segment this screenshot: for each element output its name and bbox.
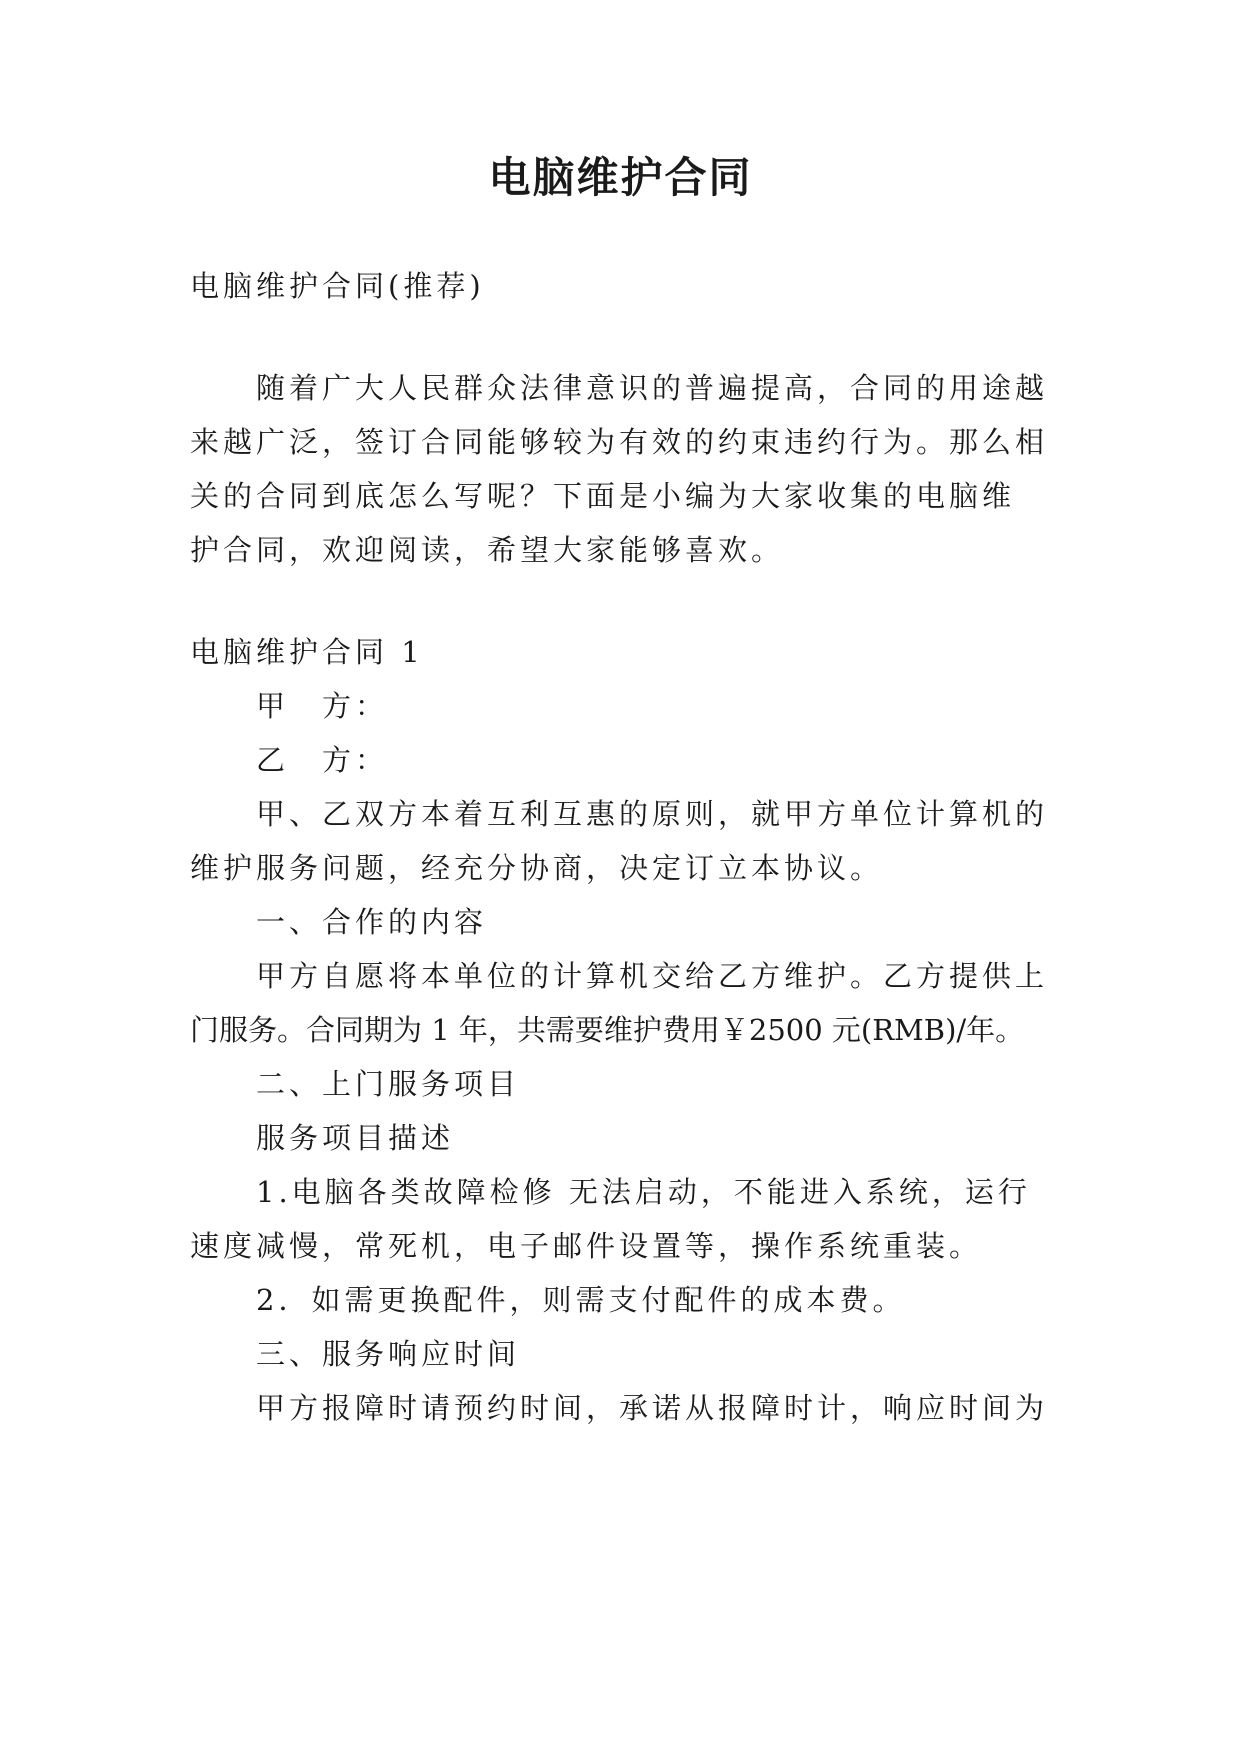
preamble-line: 甲、乙双方本着互利互惠的原则，就甲方单位计算机的 xyxy=(256,797,1049,831)
service-item-2: 2．如需更换配件，则需支付配件的成本费。 xyxy=(256,1283,906,1317)
contract-heading: 电脑维护合同 1 xyxy=(190,635,424,669)
party-a-label: 甲 方： xyxy=(256,689,389,723)
intro-line: 随着广大人民群众法律意识的普遍提高，合同的用途越 xyxy=(256,371,1049,405)
party-b-label: 乙 方： xyxy=(256,743,389,777)
section-2-heading: 二、上门服务项目 xyxy=(256,1067,521,1101)
section-2-subheading: 服务项目描述 xyxy=(256,1121,455,1155)
section-1-line: 甲方自愿将本单位的计算机交给乙方维护。乙方提供上 xyxy=(256,959,1049,993)
intro-line: 来越广泛，签订合同能够较为有效的约束违约行为。那么相 xyxy=(190,425,1049,459)
section-3-line: 甲方报障时请预约时间，承诺从报障时计，响应时间为 xyxy=(256,1391,1049,1425)
intro-line: 护合同，欢迎阅读，希望大家能够喜欢。 xyxy=(190,533,785,567)
document-subtitle: 电脑维护合同(推荐) xyxy=(190,269,485,303)
intro-line: 关的合同到底怎么写呢？下面是小编为大家收集的电脑维 xyxy=(190,479,1016,513)
service-item-1-line: 速度减慢，常死机，电子邮件设置等，操作系统重装。 xyxy=(190,1229,983,1263)
section-1-heading: 一、合作的内容 xyxy=(256,905,488,939)
section-3-heading: 三、服务响应时间 xyxy=(256,1337,521,1371)
section-1-line: 门服务。合同期为 1 年，共需要维护费用￥2500 元(RMB)/年。 xyxy=(190,1013,1025,1047)
service-item-1-line: 1.电脑各类故障检修 无法启动，不能进入系统，运行 xyxy=(256,1175,1031,1209)
preamble-line: 维护服务问题，经充分协商，决定订立本协议。 xyxy=(190,851,884,885)
document-title: 电脑维护合同 xyxy=(488,153,753,202)
